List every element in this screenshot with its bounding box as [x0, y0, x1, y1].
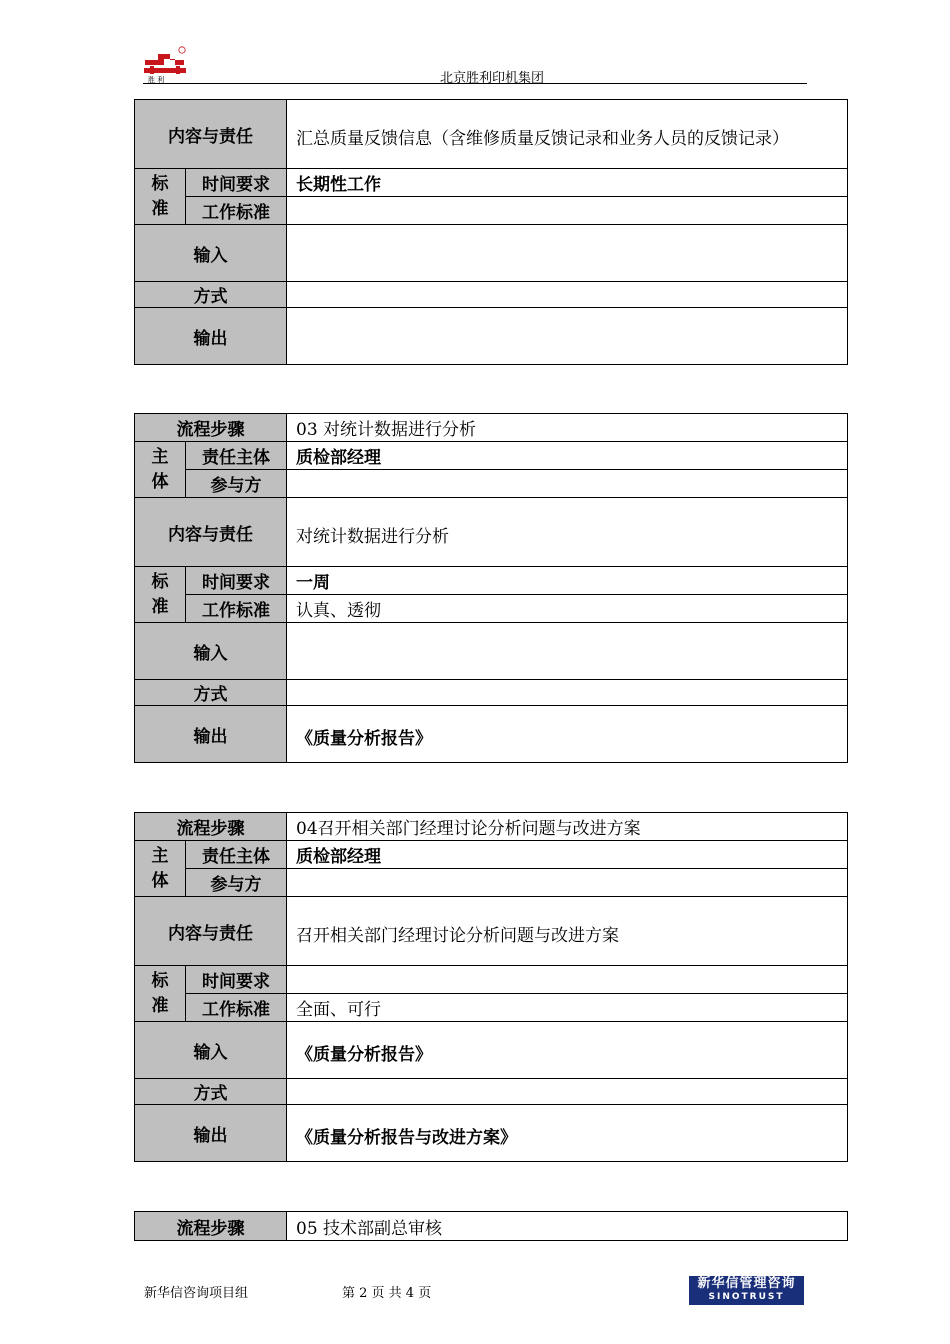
content-label: 内容与责任 [135, 100, 287, 169]
time-req-value: 一周 [287, 567, 848, 595]
process-table-03 [134, 413, 848, 763]
input-value [287, 623, 848, 680]
input-value [287, 225, 848, 282]
time-req-value [287, 966, 848, 994]
input-value: 《质量分析报告》 [287, 1022, 848, 1079]
owner-label: 责任主体 [186, 442, 287, 470]
work-std-label: 工作标准 [186, 595, 287, 623]
standard-label: 标 准 [135, 567, 186, 623]
work-std-value: 认真、透彻 [287, 595, 848, 623]
company-logo [140, 44, 190, 84]
work-std-value: 全面、可行 [287, 994, 848, 1022]
company-name: 北京胜利印机集团 [440, 71, 545, 86]
logo-en: SINOTRUST [708, 1292, 785, 1302]
work-std-label: 工作标准 [186, 197, 287, 225]
step-label: 流程步骤 [135, 813, 287, 841]
standard-label: 标 准 [135, 966, 186, 1022]
work-std-label: 工作标准 [186, 994, 287, 1022]
owner-label: 责任主体 [186, 841, 287, 869]
method-label: 方式 [135, 680, 287, 706]
time-req-value: 长期性工作 [287, 169, 848, 197]
content-label: 内容与责任 [135, 498, 287, 567]
work-std-value [287, 197, 848, 225]
participant-value [287, 470, 848, 498]
output-value [287, 308, 848, 365]
step-label: 流程步骤 [135, 414, 287, 442]
participant-value [287, 869, 848, 897]
output-value: 《质量分析报告》 [287, 706, 848, 763]
input-label: 输入 [135, 1022, 287, 1079]
step-value: 03 对统计数据进行分析 [287, 414, 848, 442]
owner-value: 质检部经理 [287, 442, 848, 470]
logo-cn: 新华信管理咨询 [697, 1276, 796, 1291]
step-value: 04召开相关部门经理讨论分析问题与改进方案 [287, 813, 848, 841]
svg-text:胜 利: 胜 利 [148, 76, 165, 84]
method-value [287, 282, 848, 308]
output-label: 输出 [135, 706, 287, 763]
footer-group: 新华信咨询项目组 [144, 1286, 249, 1301]
process-table-04 [134, 812, 848, 1162]
output-label: 输出 [135, 1105, 287, 1162]
step-value: 05 技术部副总审核 [287, 1212, 848, 1241]
method-value [287, 1079, 848, 1105]
output-label: 输出 [135, 308, 287, 365]
input-label: 输入 [135, 623, 287, 680]
method-label: 方式 [135, 282, 287, 308]
output-value: 《质量分析报告与改进方案》 [287, 1105, 848, 1162]
process-table-02 [134, 99, 848, 365]
step-label: 流程步骤 [135, 1212, 287, 1241]
method-label: 方式 [135, 1079, 287, 1105]
method-value [287, 680, 848, 706]
content-label: 内容与责任 [135, 897, 287, 966]
input-label: 输入 [135, 225, 287, 282]
subject-label: 主 体 [135, 442, 186, 498]
content-value: 召开相关部门经理讨论分析问题与改进方案 [287, 897, 848, 966]
content-value: 汇总质量反馈信息（含维修质量反馈记录和业务人员的反馈记录） [287, 100, 848, 169]
process-table-05 [134, 1211, 848, 1241]
time-req-label: 时间要求 [186, 169, 287, 197]
time-req-label: 时间要求 [186, 567, 287, 595]
sinotrust-logo [689, 1276, 804, 1305]
content-value: 对统计数据进行分析 [287, 498, 848, 567]
page-number: 第 2 页 共 4 页 [342, 1286, 432, 1301]
time-req-label: 时间要求 [186, 966, 287, 994]
standard-label: 标 准 [135, 169, 186, 225]
subject-label: 主 体 [135, 841, 186, 897]
owner-value: 质检部经理 [287, 841, 848, 869]
participant-label: 参与方 [186, 470, 287, 498]
header-rule [143, 83, 807, 84]
participant-label: 参与方 [186, 869, 287, 897]
